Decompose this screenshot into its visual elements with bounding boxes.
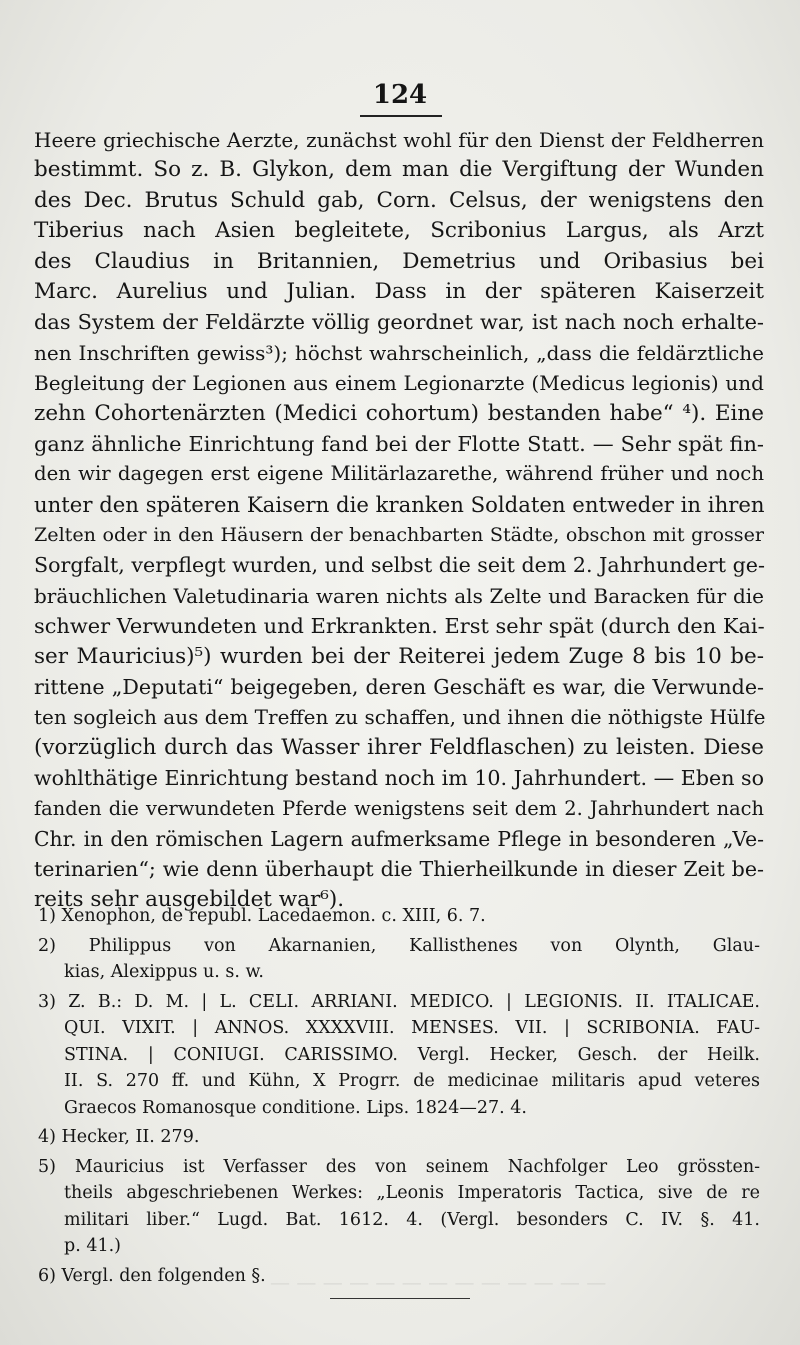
- footnote-1: [38, 903, 760, 930]
- body-line: Heere griechische Aerzte, zunächst wohl für den Dienst der Feldherren: [34, 128, 764, 152]
- footnote-line: 1) Xenophon, de republ. Lacedaemon. c. XIII, 6. 7.: [38, 906, 486, 926]
- body-line: fanden die verwundeten Pferde wenigstens seit dem 2. Jahrhundert nach: [34, 796, 764, 820]
- footnote-line: 6) Vergl. den folgenden §.: [38, 1265, 266, 1286]
- body-line: Chr. in den römischen Lagern aufmerksame Pflege in besonderen „Ve-: [34, 826, 764, 851]
- bottom-rule: [330, 1298, 470, 1299]
- footnote-line: II. S. 270 ff. und Kühn, X Progrr. de medicinae militaris apud veteres: [64, 1071, 760, 1091]
- footnote-line: 5) Mauricius ist Verfasser des von seinem Nachfolger Leo grössten-: [38, 1156, 760, 1177]
- bleed-through-text: — — — — — — — — — — — — —: [270, 1270, 607, 1294]
- body-line: bestimmt. So z. B. Glykon, dem man die Vergiftung der Wunden: [34, 157, 764, 183]
- body-line: ten sogleich aus dem Treffen zu schaffen, und ihnen die nöthigste Hülfe: [34, 705, 766, 730]
- body-line: terinarien“; wie denn überhaupt die Thierheilkunde in dieser Zeit be-: [34, 857, 764, 882]
- footnote-3: [38, 989, 760, 1122]
- body-line: Tiberius nach Asien begleitete, Scribonius Largus, als Arzt: [34, 218, 764, 244]
- body-line: bräuchlichen Valetudinaria waren nichts als Zelte und Baracken für die: [34, 583, 764, 608]
- body-line: den wir dagegen erst eigene Militärlazarethe, während früher und noch: [34, 462, 764, 486]
- body-line: (vorzüglich durch das Wasser ihrer Feldflaschen) zu leisten. Diese: [34, 734, 764, 760]
- header-rule: [360, 115, 442, 117]
- footnote-line: 2) Philippus von Akarnanien, Kallisthenes von Olynth, Glau-: [38, 935, 760, 956]
- footnote-5: [38, 1154, 760, 1260]
- body-line: ser Mauricius)⁵) wurden bei der Reiterei jedem Zuge 8 bis 10 be-: [34, 643, 764, 669]
- page-number: 124: [372, 80, 428, 110]
- body-line: schwer Verwundeten und Erkrankten. Erst sehr spät (durch den Kai-: [34, 614, 765, 639]
- body-line: zehn Cohortenärzten (Medici cohortum) bestanden habe“ ⁴). Eine: [34, 400, 764, 426]
- body-text: [34, 125, 764, 915]
- footnote-line: kias, Alexippus u. s. w.: [64, 962, 264, 982]
- body-line: des Claudius in Britannien, Demetrius und Oribasius bei: [34, 248, 764, 274]
- body-line: des Dec. Brutus Schuld gab, Corn. Celsus, der wenigstens den: [34, 187, 764, 213]
- body-line: Marc. Aurelius und Julian. Dass in der späteren Kaiserzeit: [34, 278, 764, 304]
- body-line: Zelten oder in den Häusern der benachbarten Städte, obschon mit grosser: [34, 523, 764, 547]
- footnote-line: QUI. VIXIT. | ANNOS. XXXXVIII. MENSES. VII. | SCRIBONIA. FAU-: [64, 1018, 760, 1038]
- body-line: rittene „Deputati“ beigegeben, deren Geschäft es war, die Verwunde-: [34, 675, 764, 700]
- footnote-line: Graecos Romanosque conditione. Lips. 1824—27. 4.: [64, 1097, 527, 1118]
- footnote-line: militari liber.“ Lugd. Bat. 1612. 4. (Vergl. besonders C. IV. §. 41.: [64, 1209, 760, 1230]
- body-line: ganz ähnliche Einrichtung fand bei der Flotte Statt. — Sehr spät fin-: [34, 431, 764, 456]
- body-line: nen Inschriften gewiss³); höchst wahrscheinlich, „dass die feldärztliche: [34, 340, 764, 365]
- footnote-4: [38, 1124, 760, 1151]
- footnote-line: 4) Hecker, II. 279.: [38, 1127, 200, 1147]
- body-line: wohlthätige Einrichtung bestand noch im 10. Jahrhundert. — Eben so: [34, 766, 764, 791]
- body-line: Begleitung der Legionen aus einem Legionarzte (Medicus legionis) und: [34, 371, 764, 396]
- footnote-2: [38, 933, 760, 986]
- footnote-line: theils abgeschriebenen Werkes: „Leonis Imperatoris Tactica, sive de re: [64, 1183, 760, 1203]
- footnotes: [38, 903, 760, 1292]
- footnote-line: STINA. | CONIUGI. CARISSIMO. Vergl. Hecker, Gesch. der Heilk.: [64, 1044, 760, 1065]
- body-line: unter den späteren Kaisern die kranken Soldaten entweder in ihren: [34, 491, 765, 517]
- body-line: Sorgfalt, verpflegt wurden, und selbst die seit dem 2. Jahrhundert ge-: [34, 553, 765, 578]
- footnote-6: [38, 1263, 760, 1290]
- body-line: reits sehr ausgebildet war⁶).: [34, 886, 345, 912]
- footnote-line: 3) Z. B.: D. M. | L. CELI. ARRIANI. MEDICO. | LEGIONIS. II. ITALICAE.: [38, 991, 760, 1012]
- footnote-line: p. 41.): [64, 1236, 121, 1256]
- body-line: das System der Feldärzte völlig geordnet war, ist nach noch erhalte-: [34, 310, 764, 335]
